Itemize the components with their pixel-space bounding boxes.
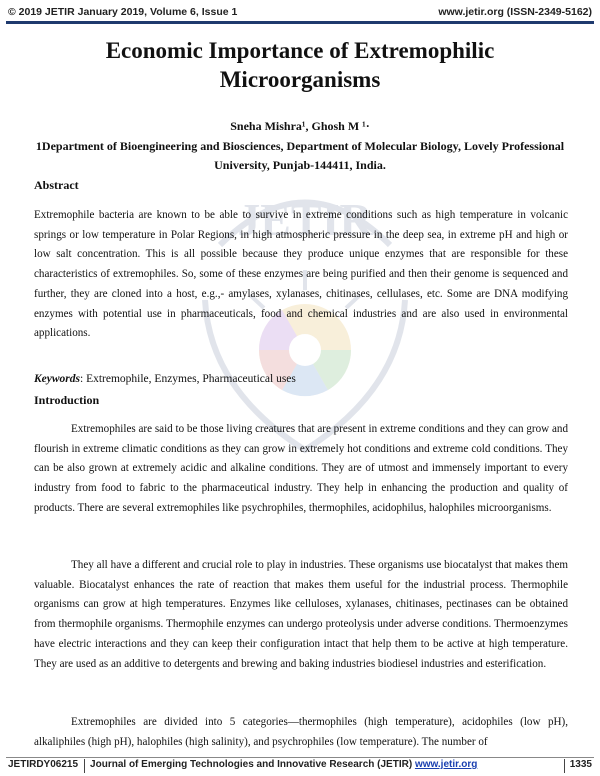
authors: Sneha Mishra¹, Ghosh M ¹· [230, 119, 370, 133]
abstract-heading: Abstract [34, 178, 79, 192]
paper-title [30, 36, 570, 94]
title-line-1: Economic Importance of Extremophilic [105, 38, 495, 63]
watermark-text: JETIR [237, 194, 373, 245]
header-citation: © 2019 JETIR January 2019, Volume 6, Issue 1 [8, 6, 238, 18]
affiliation-line-1: 1Department of Bioengineering and Biosciences, Department of Molecular Biology, Lovely Professional [35, 139, 565, 153]
abstract-text: Extremophile bacteria are known to be able to survive in extreme conditions such as high temperature in volcanic springs or low temperature in Polar Regions, in high atmospheric pressure in the deep sea, in extreme pH and high or low salt concentration. This is all possible because they produce unique enzymes that are responsible for these characteristics of extremophiles. So, some of these enzymes are being purified and then their genome is sequenced and further, they are cloned into a host, e.g.,- amylases, xylanases, chitinases, cellulases, etc. Some are DNA modifying enzymes with potential use in pharmaceuticals, food and chemical industries and are also used in environmental applications. [34, 209, 568, 340]
affiliation [30, 137, 570, 175]
intro-paragraph-1: Extremophiles are said to be those living creatures that are present in extreme conditions and they can grow and flourish in extreme climatic conditions as they can grow in extremely hot conditions and extreme cold conditions. They can be also grown at extremely acidic and alkaline conditions. They are of utmost and immensely important to every industry from food to fabric to the pharmaceutical industry. They help in enhancing the production and quality of products. There are several extremophiles like psychrophiles, thermophiles, acidophilus, halophiles microorganisms. [34, 423, 568, 514]
introduction-heading: Introduction [34, 393, 100, 407]
title-line-2: Microorganisms [219, 67, 381, 92]
header-website: www.jetir.org (ISSN-2349-5162) [438, 6, 592, 18]
header-rule [6, 21, 594, 24]
footer-journal [84, 759, 477, 773]
page-header [8, 6, 592, 20]
affiliation-line-2: University, Punjab-144411, India. [214, 158, 386, 172]
keywords [34, 373, 296, 385]
keywords-label: Keywords [34, 373, 80, 385]
footer-website-link[interactable]: www.jetir.org [414, 759, 478, 770]
keywords-text: : Extremophile, Enzymes, Pharmaceutical uses [80, 373, 296, 385]
intro-paragraph-2: They all have a different and crucial role to play in industries. These organisms use biocatalyst that makes them valuable. Biocatalyst enhances the rate of reaction that makes them useful for the industrial process. Thermophile organisms can grow at high temperatures. Enzymes like celluloses, xylanases, chitinases, pectinases can be obtained from thermophile organisms. Thermophile enzymes can undergo proteolysis under adverse conditions. Thermoenzymes have electric interactions and they can keep their configuration intact that help them to be active at high temperature. They are used as an additive to detergents and brewing and baking industries biodiesel industries and esterification. [34, 559, 568, 670]
intro-paragraph-3: Extremophiles are divided into 5 categories—thermophiles (high temperature), acidophiles (low pH), alkaliphiles (high pH), halophiles (high salinity), and psychrophiles (low temperature). The number of [34, 716, 568, 748]
footer-rule [6, 757, 594, 758]
footer-page-number: 1335 [564, 759, 592, 773]
footer-paper-id: JETIRDY06215 [8, 759, 79, 770]
page-footer [8, 759, 592, 773]
footer-journal-name: Journal of Emerging Technologies and Innovative Research (JETIR) [90, 759, 413, 770]
